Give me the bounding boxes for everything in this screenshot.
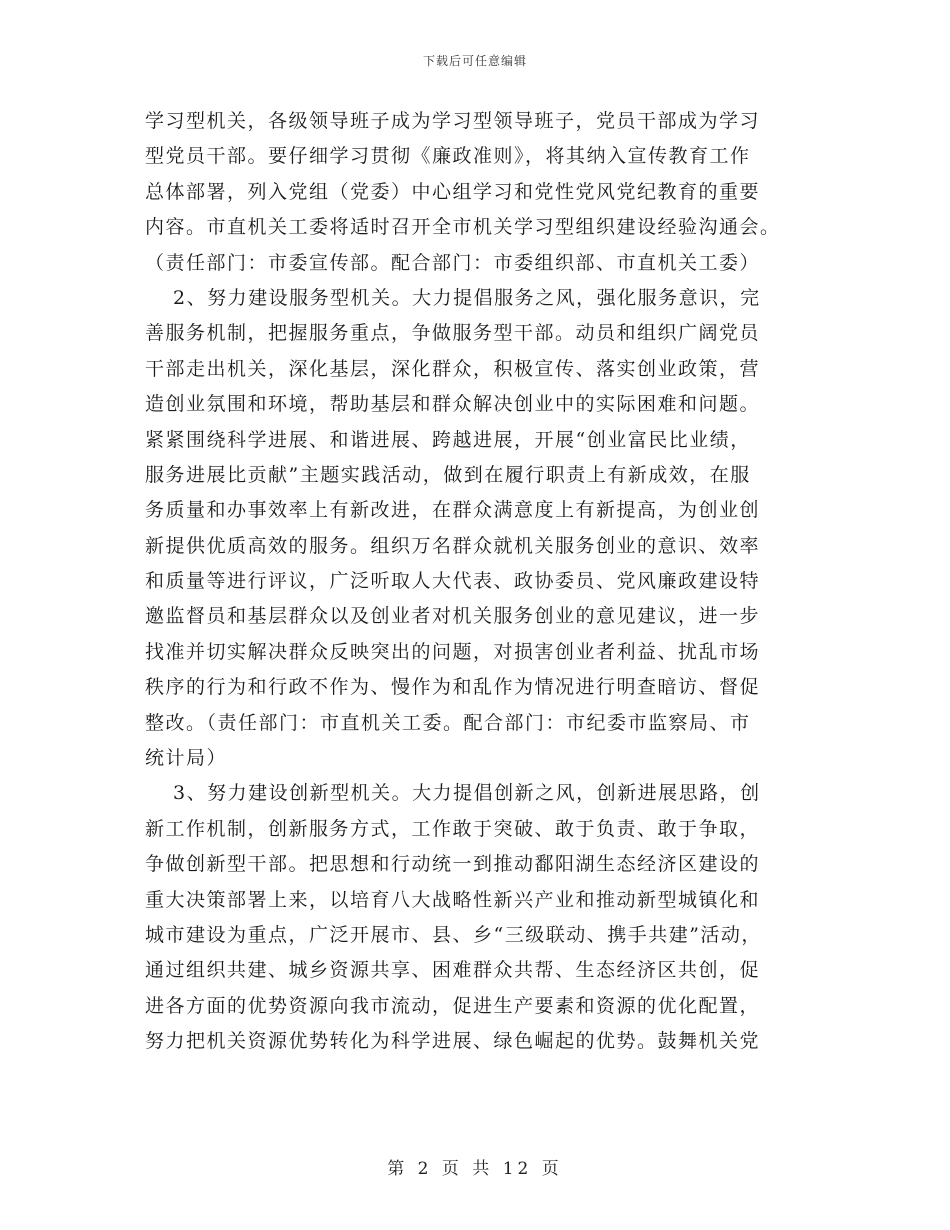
text-line: 争做创新型干部。把思想和行动统一到推动鄱阳湖生态经济区建设的 — [145, 853, 761, 876]
body-text — [145, 104, 805, 1060]
text-line: 内容。市直机关工委将适时召开全市机关学习型组织建设经验沟通会。 — [145, 216, 781, 239]
page-footer: 第 2 页 共 12 页 — [387, 1159, 563, 1179]
text-line: 秩序的行为和行政不作为、慢作为和乱作为情况进行明查暗访、督促 — [145, 676, 761, 699]
header-note: 下载后可任意编辑 — [422, 54, 527, 68]
text-line: 造创业氛围和环境，帮助基层和群众解决创业中的实际困难和问题。 — [145, 393, 761, 416]
text-line: 型党员干部。要仔细学习贯彻《廉政准则》，将其纳入宣传教育工作 — [145, 145, 751, 168]
text-line: 进各方面的优势资源向我市流动，促进生产要素和资源的优化配置， — [145, 994, 761, 1017]
text-line: 服务进展比贡献”主题实践活动，做到在履行职责上有新成效，在服 — [145, 463, 751, 486]
text-line: 统计局） — [145, 747, 228, 770]
text-line: 和质量等进行评议，广泛听取人大代表、政协委员、党风廉政建设特 — [145, 570, 761, 593]
text-line: 通过组织共建、城乡资源共享、困难群众共帮、生态经济区共创，促 — [145, 959, 761, 982]
text-line: 找准并切实解决群众反映突出的问题，对损害创业者利益、扰乱市场 — [145, 640, 761, 663]
text-line: 3、努力建设创新型机关。大力提倡创新之风，创新进展思路，创 — [173, 782, 761, 805]
text-line: 城市建设为重点，广泛开展市、县、乡“三级联动、携手共建”活动， — [145, 923, 762, 946]
text-line: 干部走出机关，深化基层，深化群众，积极宣传、落实创业政策，营 — [145, 357, 761, 380]
text-line: （责任部门：市委宣传部。配合部门：市委组织部、市直机关工委） — [145, 251, 761, 274]
text-line: 新工作机制，创新服务方式，工作敢于突破、敢于负责、敢于争取， — [145, 817, 761, 840]
text-line: 总体部署，列入党组（党委）中心组学习和党性党风党纪教育的重要 — [145, 180, 761, 203]
text-line: 新提供优质高效的服务。组织万名群众就机关服务创业的意识、效率 — [145, 534, 761, 557]
text-line: 整改。（责任部门：市直机关工委。配合部门：市纪委市监察局、市 — [145, 711, 751, 734]
text-line: 2、努力建设服务型机关。大力提倡服务之风，强化服务意识，完 — [173, 286, 761, 309]
text-line: 紧紧围绕科学进展、和谐进展、跨越进展，开展“创业富民比业绩， — [145, 428, 751, 451]
text-line: 邀监督员和基层群众以及创业者对机关服务创业的意见建议，进一步 — [145, 605, 761, 628]
text-line: 重大决策部署上来，以培育八大战略性新兴产业和推动新型城镇化和 — [145, 888, 761, 911]
text-line: 务质量和办事效率上有新改进，在群众满意度上有新提高，为创业创 — [145, 499, 761, 522]
text-line: 努力把机关资源优势转化为科学进展、绿色崛起的优势。鼓舞机关党 — [145, 1030, 761, 1053]
text-line: 善服务机制，把握服务重点，争做服务型干部。动员和组织广阔党员 — [145, 322, 761, 345]
text-line: 学习型机关，各级领导班子成为学习型领导班子，党员干部成为学习 — [145, 110, 761, 132]
